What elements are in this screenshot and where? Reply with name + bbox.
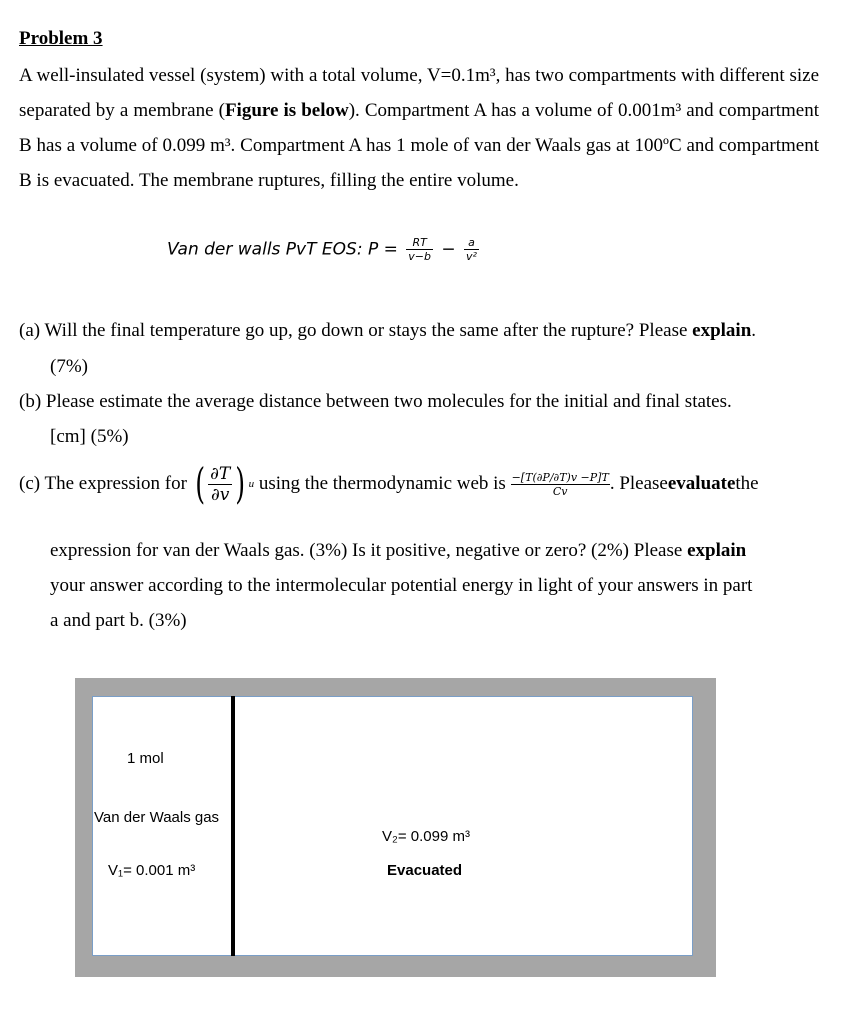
label-vdw-gas: Van der Waals gas (94, 809, 220, 826)
eos-frac-1 (406, 236, 433, 263)
question-c-line2 (50, 540, 746, 562)
deriv-num: ∂T (210, 463, 231, 484)
question-c-line1 (19, 459, 759, 508)
question-c-line3: your answer according to the intermolecular potential energy in light of your answers in part (50, 575, 753, 596)
web-den: Cv (552, 484, 568, 498)
qc-line2-text: expression for van der Waals gas. (3%) Is it positive, negative or zero? (2%) Please (50, 540, 688, 561)
intro-rest: ). Compartment A has a volume of 0.001m³ and compartment B has a volume of 0.099 m³. Compartment A has 1 mole of van der Waals gas at 100ºC and compartment B is evacuated. The membrane ruptures, filling the entire volume. (19, 100, 819, 191)
web-expression (511, 471, 610, 498)
deriv-den: ∂v (210, 484, 230, 505)
eos-frac2-den: v² (466, 250, 477, 263)
question-a-line1 (19, 320, 756, 342)
label-v2: V₂= 0.099 m³ (382, 828, 470, 845)
eos-minus: − (441, 239, 456, 260)
intro-bold: Figure is below (224, 100, 349, 121)
partial-derivative (208, 464, 232, 505)
qa-text: (a) Will the final temperature go up, go down or stays the same after the rupture? Please (19, 320, 693, 341)
question-a-line2: (7%) (50, 356, 88, 377)
qc-prefix: (c) The expression for (19, 473, 187, 494)
qc-middle: using the thermodynamic web is (258, 473, 506, 494)
qa-bold: explain (692, 320, 752, 341)
left-paren: ( (194, 459, 205, 508)
label-v1: V₁= 0.001 m³ (108, 862, 196, 879)
deriv-sub: u (248, 478, 255, 490)
question-b-line2: [cm] (5%) (50, 426, 129, 447)
vdw-equation (167, 236, 482, 263)
right-paren: ) (235, 459, 246, 508)
label-1-mol: 1 mol (127, 750, 164, 767)
question-b-line1: (b) Please estimate the average distance between two molecules for the initial and final states. (19, 391, 732, 412)
web-num: −[T(∂P/∂T)v −P]T (511, 470, 609, 484)
intro-text: A well-insulated vessel (system) with a total volume, V=0.1m³, has two compartments with different size separated by a membrane ( (19, 65, 819, 121)
question-c-line4: a and part b. (3%) (50, 610, 187, 631)
membrane (231, 696, 235, 956)
qc-after-bold: evaluate (667, 473, 736, 494)
eos-label: Van der walls PvT EOS: P = (167, 239, 398, 260)
label-evacuated: Evacuated (387, 862, 463, 879)
vessel-interior (92, 696, 693, 956)
qa-end: . (751, 320, 757, 341)
problem-title: Problem 3 (19, 28, 103, 49)
qc-line2-bold: explain (687, 540, 747, 561)
qc-after-end: the (735, 473, 759, 494)
eos-frac1-num: RT (406, 236, 433, 250)
eos-frac2-num: a (464, 236, 479, 250)
qc-after: . Please (609, 473, 668, 494)
problem-intro (19, 58, 819, 198)
eos-frac-2 (464, 236, 479, 263)
eos-frac1-den: v−b (408, 250, 431, 263)
